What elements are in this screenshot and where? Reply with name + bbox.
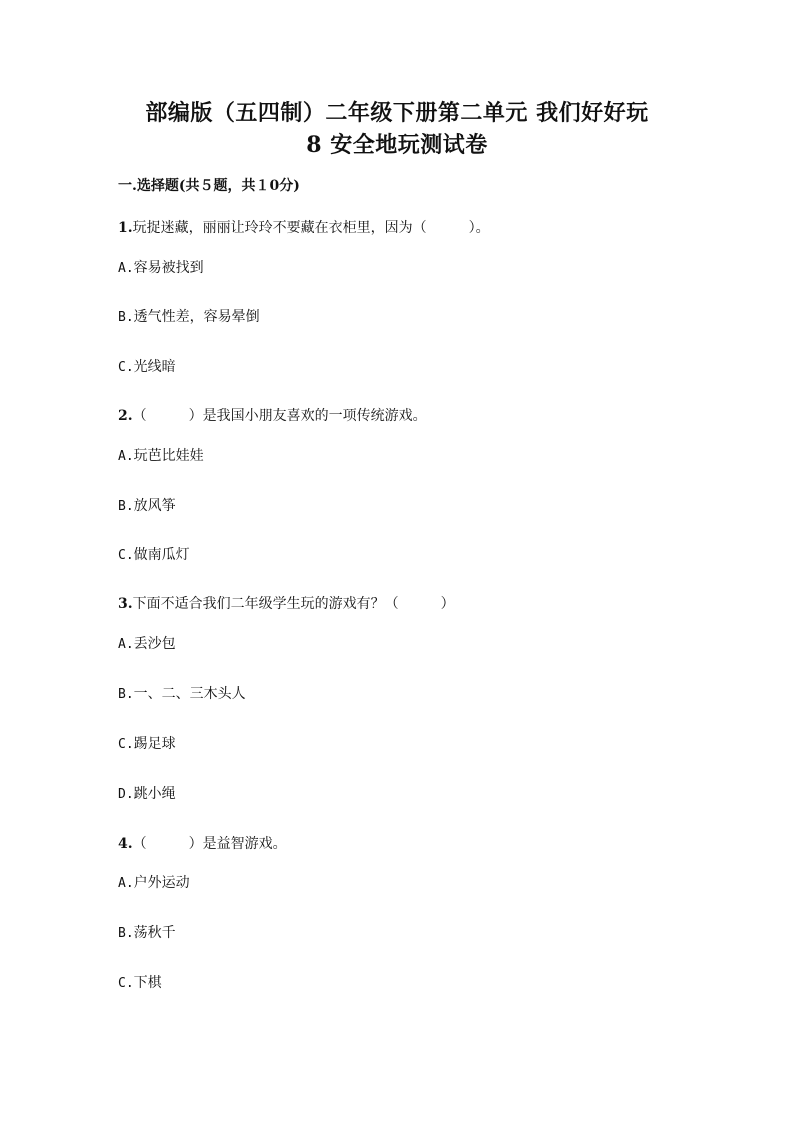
question-4-option-c[interactable]	[118, 973, 162, 994]
question-1-option-a[interactable]	[118, 258, 204, 279]
option-text: 户外运动	[133, 875, 190, 891]
option-text: 透气性差，容易晕倒	[133, 309, 260, 325]
option-letter: A.	[118, 637, 134, 652]
option-text: 做南瓜灯	[133, 547, 190, 563]
question-1	[118, 218, 490, 238]
question-number: 2.	[118, 408, 133, 424]
question-1-option-b[interactable]	[118, 307, 260, 328]
question-4	[118, 834, 287, 854]
option-letter: B.	[118, 926, 134, 941]
question-number: 4.	[118, 836, 133, 852]
option-letter: D.	[118, 787, 134, 802]
question-2-option-b[interactable]	[118, 496, 176, 517]
question-2	[118, 406, 427, 426]
option-letter: B.	[118, 499, 134, 514]
question-3-option-b[interactable]	[118, 684, 246, 705]
option-text: 光线暗	[133, 359, 176, 375]
question-2-option-c[interactable]	[118, 545, 190, 566]
option-text: 下棋	[133, 975, 162, 991]
option-letter: A.	[118, 261, 134, 276]
question-2-option-a[interactable]	[118, 446, 204, 467]
option-text: 丢沙包	[133, 636, 176, 652]
option-letter: A.	[118, 876, 134, 891]
question-4-option-a[interactable]	[118, 873, 190, 894]
page-title-line-2: 8 安全地玩测试卷	[306, 132, 488, 158]
section-heading: 一.选择题(共５题，共１0分)	[118, 178, 300, 194]
question-3-option-a[interactable]	[118, 634, 176, 655]
option-letter: B.	[118, 310, 134, 325]
question-text: 下面不适合我们二年级学生玩的游戏有？（ ）	[132, 596, 455, 612]
option-letter: C.	[118, 976, 134, 991]
option-text: 一、二、三木头人	[133, 686, 246, 702]
option-text: 放风筝	[133, 498, 176, 514]
question-3-option-c[interactable]	[118, 734, 176, 755]
question-4-option-b[interactable]	[118, 923, 176, 944]
question-text: 玩捉迷藏，丽丽让玲玲不要藏在衣柜里，因为（ ）。	[132, 220, 490, 236]
question-number: 1.	[118, 220, 133, 236]
option-letter: B.	[118, 687, 134, 702]
option-letter: C.	[118, 737, 134, 752]
option-text: 容易被找到	[133, 260, 204, 276]
question-1-option-c[interactable]	[118, 357, 176, 378]
question-number: 3.	[118, 596, 133, 612]
option-text: 跳小绳	[133, 786, 176, 802]
question-3	[118, 594, 455, 614]
option-letter: C.	[118, 360, 134, 375]
page-title-line-1: 部编版（五四制）二年级下册第二单元 我们好好玩	[145, 100, 649, 126]
question-3-option-d[interactable]	[118, 784, 176, 805]
option-letter: A.	[118, 449, 134, 464]
question-text: （ ）是益智游戏。	[132, 836, 287, 852]
option-text: 玩芭比娃娃	[133, 448, 204, 464]
option-text: 踢足球	[133, 736, 176, 752]
option-text: 荡秋千	[133, 925, 176, 941]
option-letter: C.	[118, 548, 134, 563]
question-text: （ ）是我国小朋友喜欢的一项传统游戏。	[132, 408, 427, 424]
